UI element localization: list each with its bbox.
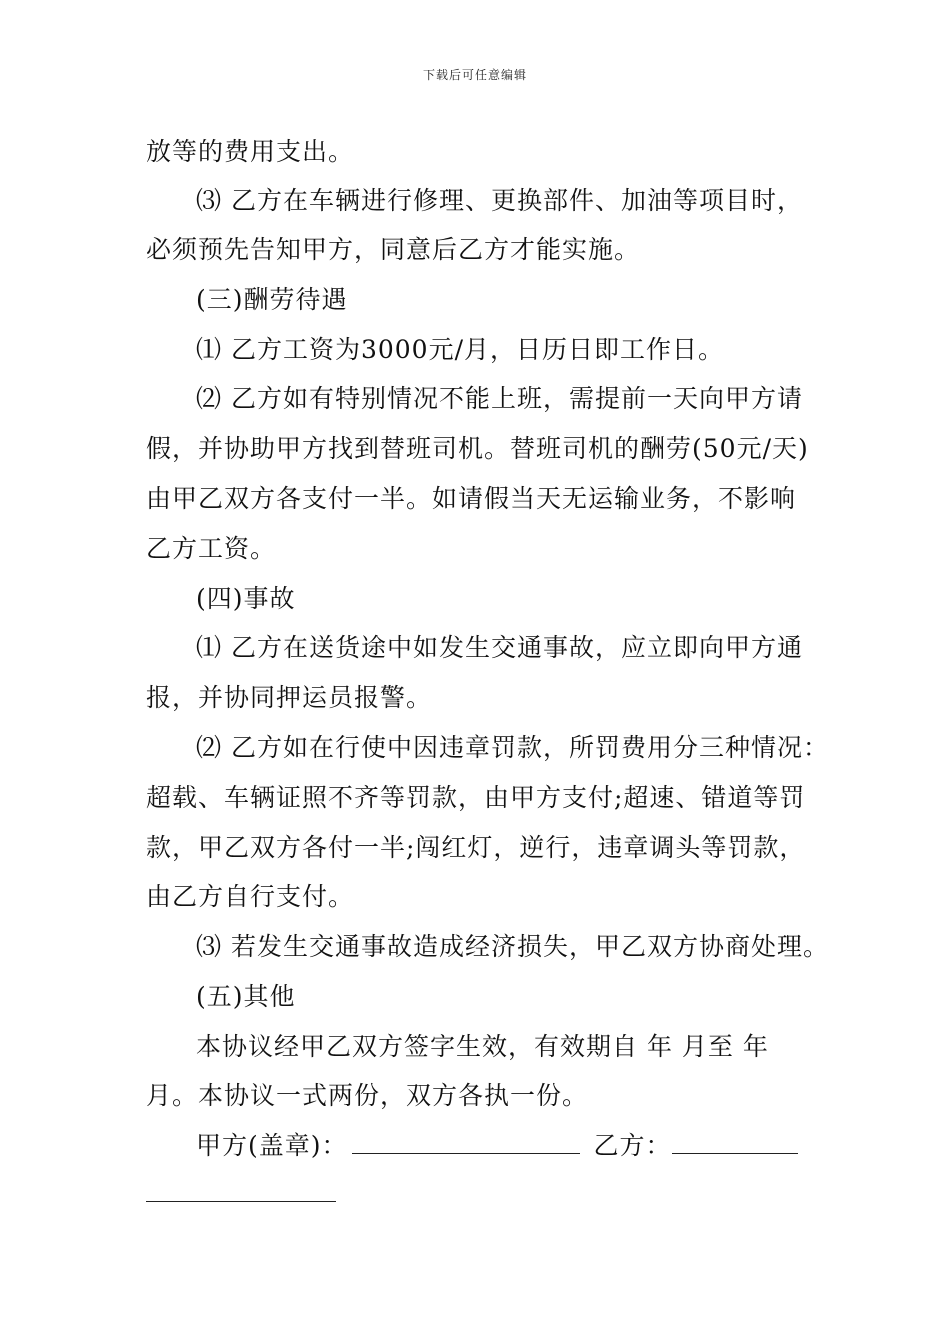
paragraph-line: 乙方工资。 — [146, 534, 277, 563]
paragraph-line: 必须预先告知甲方，同意后乙方才能实施。 — [146, 235, 641, 264]
party-a-label: 甲方(盖章)： — [196, 1131, 348, 1160]
paragraph-line: ⑵ 乙方如有特别情况不能上班，需提前一天向甲方请 — [196, 384, 803, 413]
paragraph-line: ⑴ 乙方工资为3000元/月，日历日即工作日。 — [196, 335, 724, 364]
paragraph-line: ⑶ 若发生交通事故造成经济损失，甲乙双方协商处理。 — [196, 932, 829, 961]
section-heading: (四)事故 — [196, 584, 296, 613]
party-b-signature-blank — [672, 1131, 798, 1154]
paragraph-line: ⑴ 乙方在送货途中如发生交通事故，应立即向甲方通 — [196, 633, 803, 662]
paragraph-line: 由乙方自行支付。 — [146, 882, 355, 911]
paragraph-line: 由甲乙双方各支付一半。如请假当天无运输业务，不影响 — [146, 484, 797, 513]
paragraph-line: 本协议经甲乙双方签字生效，有效期自 年 月至 年 — [196, 1032, 769, 1061]
paragraph-line: 款，甲乙双方各付一半;闯红灯，逆行，违章调头等罚款， — [146, 833, 806, 862]
section-heading: (五)其他 — [196, 982, 296, 1011]
paragraph-line: 放等的费用支出。 — [146, 137, 355, 166]
paragraph-line: 月。本协议一式两份，双方各执一份。 — [146, 1081, 589, 1110]
section-heading: (三)酬劳待遇 — [196, 285, 348, 314]
paragraph-line: 假，并协助甲方找到替班司机。替班司机的酬劳(50元/天) — [146, 434, 809, 463]
paragraph-line: 超载、车辆证照不齐等罚款，由甲方支付;超速、错道等罚 — [146, 783, 806, 812]
page-header-note: 下载后可任意编辑 — [422, 68, 527, 82]
party-b-label: 乙方： — [593, 1131, 672, 1160]
paragraph-line: ⑶ 乙方在车辆进行修理、更换部件、加油等项目时， — [196, 186, 803, 215]
paragraph-line: 报，并协同押运员报警。 — [146, 683, 433, 712]
signature-line — [196, 1131, 798, 1161]
party-a-signature-blank — [352, 1131, 580, 1154]
party-b-signature-blank-continued — [146, 1201, 336, 1202]
paragraph-line: ⑵ 乙方如在行使中因违章罚款，所罚费用分三种情况： — [196, 733, 829, 762]
